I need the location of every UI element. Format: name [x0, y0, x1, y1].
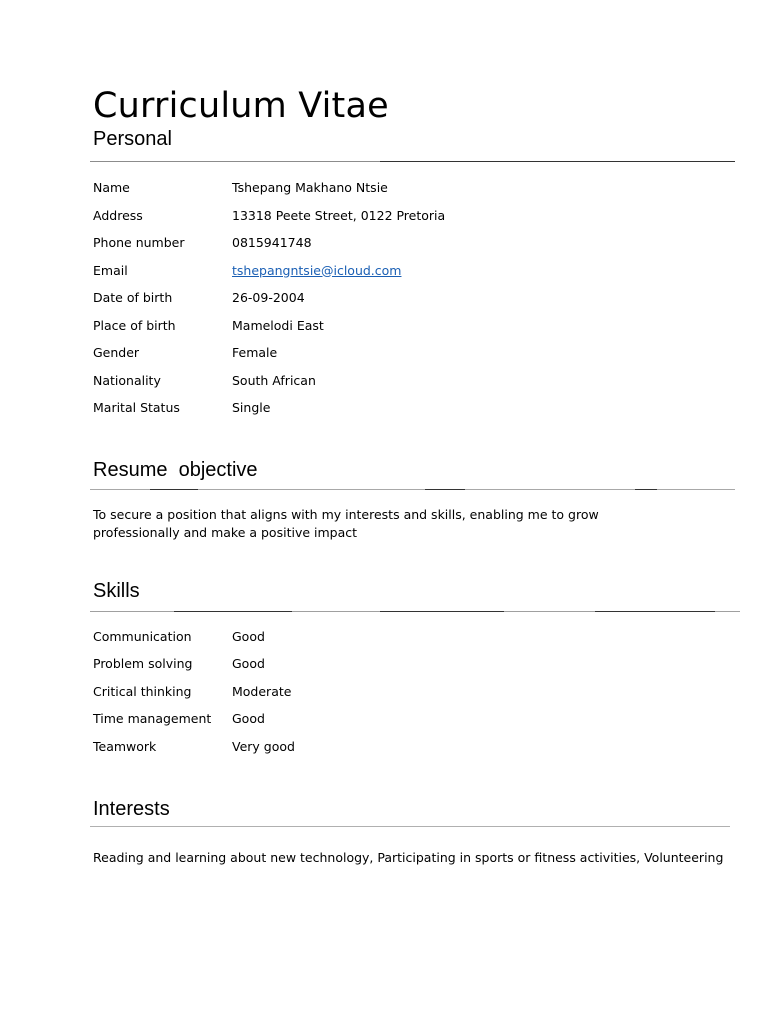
personal-row-address — [93, 208, 743, 236]
personal-row-place-of-birth — [93, 318, 743, 346]
skill-level: Moderate — [232, 683, 292, 699]
skill-row — [93, 684, 743, 712]
personal-row-phone — [93, 235, 743, 263]
skill-name: Problem solving — [93, 656, 193, 671]
skill-row — [93, 656, 743, 684]
field-label: Email — [93, 262, 128, 278]
field-value: South African — [232, 372, 316, 388]
interests-divider — [90, 826, 730, 828]
personal-divider — [90, 161, 735, 163]
personal-row-marital-status — [93, 400, 743, 428]
field-label: Marital Status — [93, 400, 180, 415]
personal-row-name — [93, 180, 743, 208]
field-label: Phone number — [93, 235, 185, 250]
skill-level: Good — [232, 628, 265, 644]
interests-heading: Interests — [93, 798, 170, 820]
skill-level: Good — [232, 711, 265, 726]
document-title: Curriculum Vitae — [93, 86, 389, 126]
cv-document — [93, 84, 743, 867]
objective-heading: Resume objective — [93, 458, 258, 481]
skill-row — [93, 629, 743, 657]
skills-list — [93, 629, 743, 767]
objective-divider — [90, 489, 735, 491]
personal-row-email — [93, 263, 743, 291]
skill-level: Good — [232, 656, 265, 671]
personal-row-nationality — [93, 373, 743, 401]
skill-level: Very good — [232, 738, 295, 754]
field-value: 26-09-2004 — [232, 290, 305, 305]
skill-name: Critical thinking — [93, 683, 192, 699]
skill-name: Teamwork — [93, 738, 157, 754]
objective-text: To secure a position that aligns with my interests and skills, enabling me to grow professionally and make a positive impact — [93, 506, 599, 540]
field-value: Tshepang Makhano Ntsie — [232, 180, 388, 195]
field-value: 13318 Peete Street, 0122 Pretoria — [232, 207, 446, 223]
skills-divider — [90, 611, 740, 613]
skills-heading: Skills — [93, 579, 140, 602]
field-value: Single — [232, 400, 271, 415]
skill-row — [93, 739, 743, 767]
personal-row-date-of-birth — [93, 290, 743, 318]
skill-name: Time management — [93, 711, 212, 726]
field-label: Name — [93, 180, 130, 195]
field-label: Nationality — [93, 372, 161, 388]
field-label: Gender — [93, 345, 140, 360]
field-value: Female — [232, 345, 278, 360]
field-value: 0815941748 — [232, 235, 312, 250]
email-link[interactable]: tshepangntsie@icloud.com — [232, 262, 402, 278]
interests-text: Reading and learning about new technology, Participating in sports or fitness activities, Volunteering — [93, 850, 724, 865]
field-label: Place of birth — [93, 317, 176, 333]
personal-row-gender — [93, 345, 743, 373]
skill-name: Communication — [93, 628, 192, 644]
personal-heading: Personal — [93, 128, 172, 150]
skill-row — [93, 711, 743, 739]
field-label: Date of birth — [93, 290, 173, 305]
field-value: Mamelodi East — [232, 317, 324, 333]
field-label: Address — [93, 207, 143, 223]
personal-details — [93, 180, 743, 428]
